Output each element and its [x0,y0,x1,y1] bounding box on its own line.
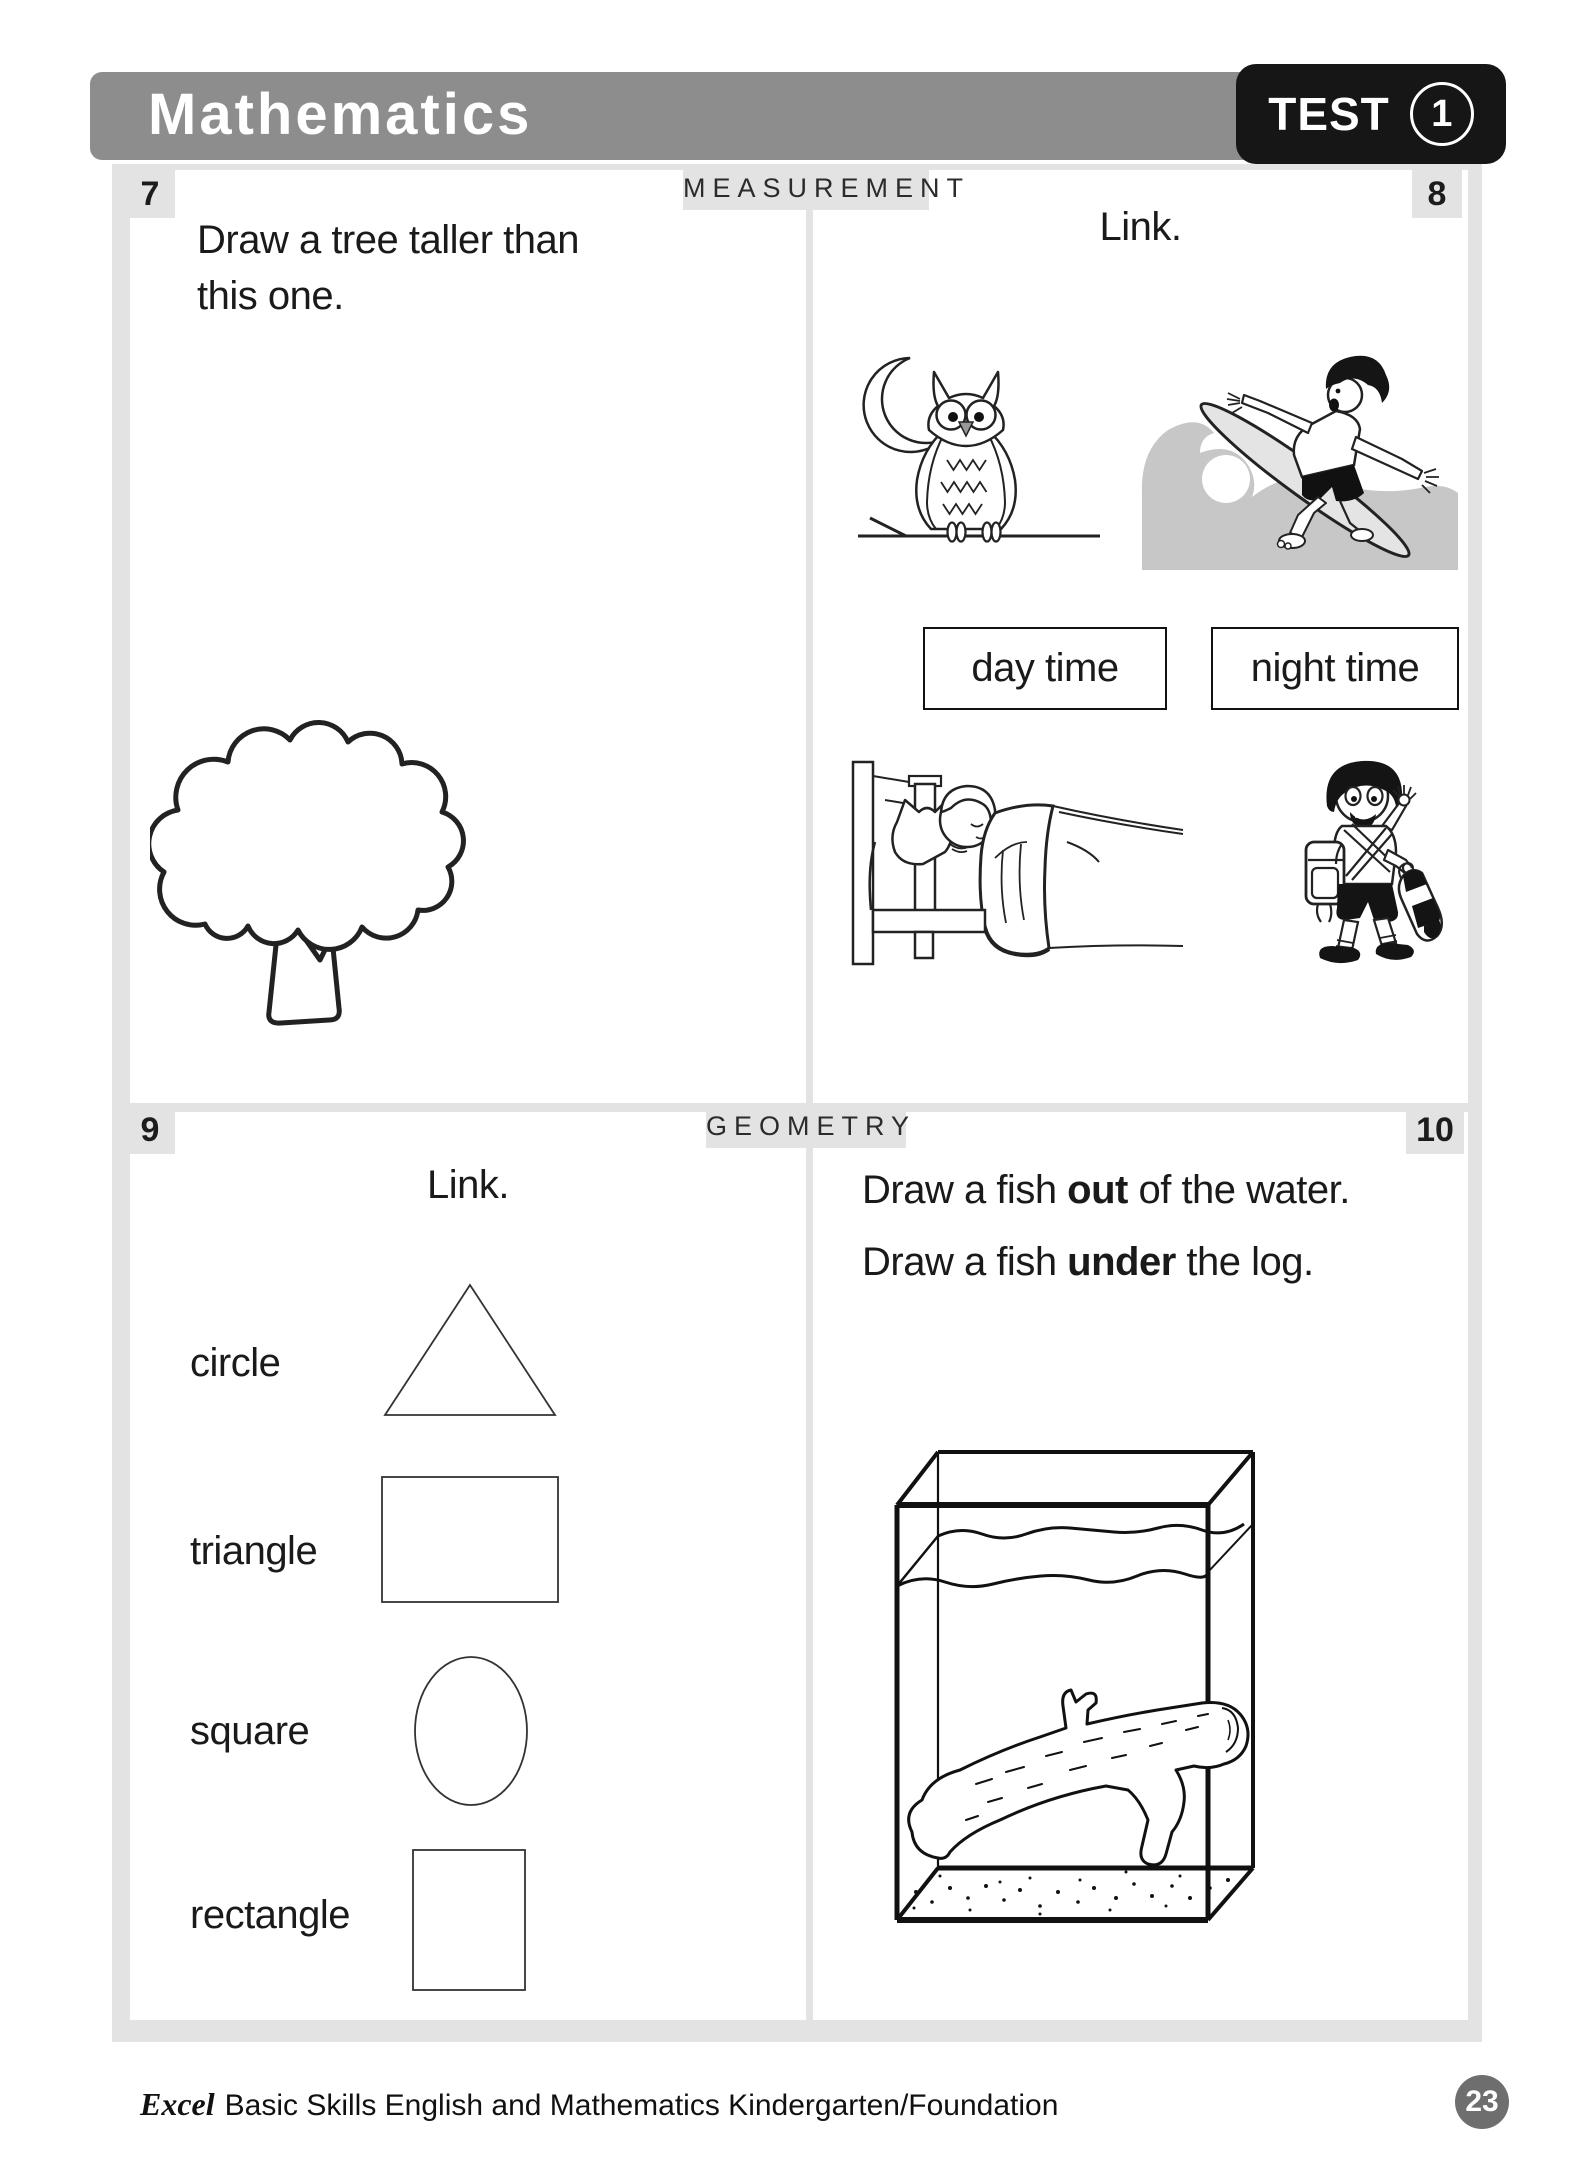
question-7-line2: this one. [197,274,344,318]
brand-logo: Excel [140,2086,215,2122]
question-8-title: Link. [1099,205,1182,249]
word-triangle: triangle [190,1529,318,1573]
school-child-illustration [1300,756,1450,996]
q10-line2-pre: Draw a fish [862,1240,1068,1284]
footer [140,2086,1058,2123]
word-rectangle: rectangle [190,1893,351,1937]
question-9-number: 9 [125,1106,175,1154]
word-square: square [190,1709,310,1753]
question-9-title: Link. [427,1163,509,1207]
night-time-label: night time [1250,646,1420,690]
test-label: TEST [1268,88,1390,140]
rectangle-shape [382,1477,558,1602]
section-label-measurement: MEASUREMENT [683,166,929,210]
page-title: Mathematics [148,82,533,147]
page-number-badge: 23 [1455,2075,1509,2129]
night-time-box [1211,627,1459,710]
owl-night-illustration [848,352,1113,562]
question-8-number: 8 [1412,170,1462,218]
question-10-number: 10 [1406,1106,1464,1154]
q10-line1-bold: out [1067,1168,1128,1212]
q10-line1-pre: Draw a fish [862,1168,1068,1212]
question-10-line2 [862,1240,1314,1285]
day-time-label: day time [971,646,1119,690]
q10-line2-bold: under [1067,1240,1176,1284]
circle-shape [415,1657,527,1805]
fish-tank-illustration [880,1440,1350,1940]
q10-line2-post: the log. [1175,1240,1314,1284]
question-7-line1: Draw a tree taller than [197,218,580,262]
square-shape [413,1850,525,1990]
day-time-box [923,627,1167,710]
log-shape [909,1690,1248,1865]
word-circle: circle [190,1341,281,1385]
shape-column [380,1275,565,2005]
test-number-circle: 1 [1410,82,1474,146]
question-10-line1 [862,1168,1350,1213]
q10-line1-post: of the water. [1127,1168,1350,1212]
question-7-text [197,212,579,324]
triangle-shape [385,1285,555,1415]
tree-illustration [150,712,470,1037]
section-label-geometry: GEOMETRY [706,1104,906,1148]
moon-icon [864,358,942,452]
question-7-number: 7 [125,170,175,218]
test-badge [1236,64,1506,164]
footer-title: Basic Skills English and Mathematics Kindergarten/Foundation [224,2089,1059,2122]
gravel-dots [913,1871,1231,1916]
sleeping-child-illustration [845,758,1190,968]
surfer-day-illustration [1140,345,1460,590]
